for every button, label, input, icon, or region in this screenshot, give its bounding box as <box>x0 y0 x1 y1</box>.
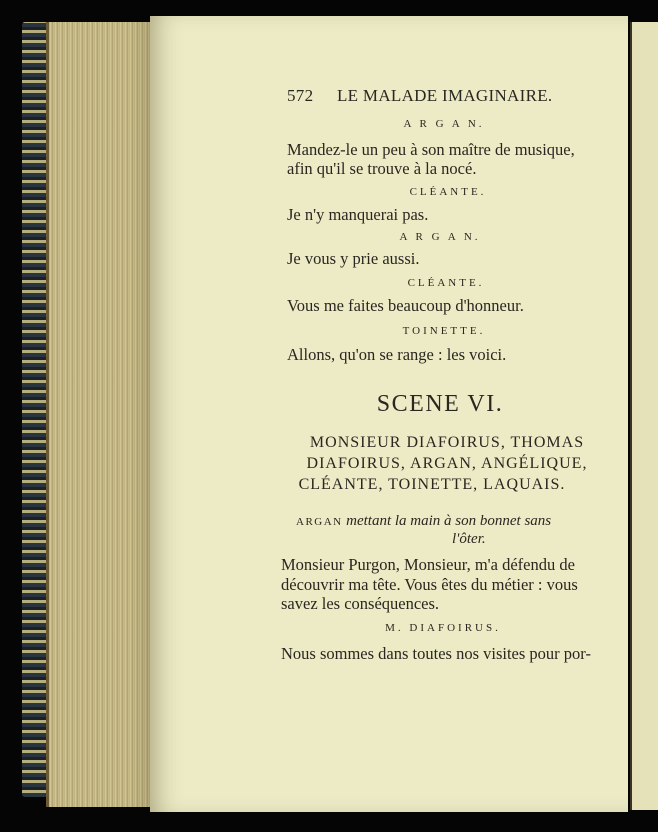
dialogue-line: Nous sommes dans toutes nos visites pour por- <box>281 644 591 663</box>
dialogue-line: Je vous y prie aussi. <box>287 249 420 268</box>
direction-text: l'ôter. <box>452 531 486 547</box>
dialogue-line: Je n'y manquerai pas. <box>287 205 429 224</box>
cast-line: CLÉANTE, TOINETTE, LAQUAIS. <box>298 476 566 493</box>
dialogue-line: Monsieur Purgon, Monsieur, m'a défendu de <box>281 555 575 574</box>
page-edges <box>46 22 159 807</box>
stage-direction <box>452 531 486 548</box>
speaker-label: A R G A N. <box>403 118 485 130</box>
book-spine <box>22 22 48 797</box>
stage-direction <box>296 513 551 530</box>
cast-line: MONSIEUR DIAFOIRUS, THOMAS <box>309 434 585 451</box>
page-number: 572 <box>287 86 314 105</box>
running-title: LE MALADE IMAGINAIRE. <box>337 86 553 105</box>
scene-title: SCENE VI. <box>376 391 504 417</box>
speaker-label: A R G A N. <box>399 231 481 243</box>
dialogue-line: découvrir ma tête. Vous êtes du métier : vous <box>281 575 578 594</box>
dialogue-line: Allons, qu'on se range : les voici. <box>287 345 507 364</box>
dialogue-line: Mandez-le un peu à son maître de musique, <box>287 140 575 159</box>
speaker-label: CLÉANTE. <box>407 277 485 289</box>
speaker-label: M. DIAFOIRUS. <box>385 622 501 634</box>
speaker-label: TOINETTE. <box>402 325 486 337</box>
direction-text: mettant la main à son bonnet sans <box>346 513 552 529</box>
cast-line: DIAFOIRUS, ARGAN, ANGÉLIQUE, <box>306 455 588 472</box>
speaker-label: CLÉANTE. <box>409 186 487 198</box>
dialogue-line: Vous me faites beaucoup d'honneur. <box>287 296 524 315</box>
dialogue-line: afin qu'il se trouve à la nocé. <box>287 159 477 178</box>
dialogue-line: savez les conséquences. <box>281 594 440 613</box>
facing-page-edge <box>630 22 658 810</box>
direction-speaker: ARGAN <box>296 516 343 528</box>
